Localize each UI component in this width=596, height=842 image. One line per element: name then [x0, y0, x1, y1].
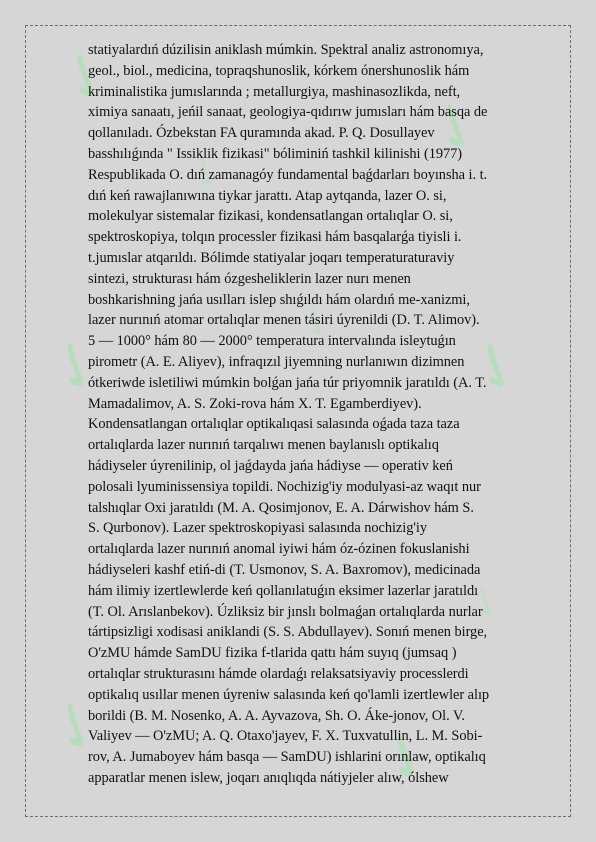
- text-line: sintezi, strukturası hám ózgesheliklerin lazer nurı menen: [88, 270, 411, 287]
- text-line: pirometr (A. E. Aliyev), infraqızıl jiyemning nurlanıwın dizimnen: [88, 353, 465, 370]
- text-line: 5 — 1000° hám 80 — 2000° temperatura intervalında isleytuǵın: [88, 333, 456, 350]
- text-line: hádiyseler úyrenilinip, ol jaǵdayda jańa hádiyse — operativ keń: [88, 457, 453, 474]
- text-line: apparatlar menen islew, joqarı anıqlıqda nátiyjeler alıw, ólshew: [88, 769, 449, 786]
- text-line: Respublikada O. dıń zamanagóy fundamental baǵdarları boyınsha i. t.: [88, 166, 488, 183]
- text-line: hádiyseleri kashf etiń-di (T. Usmonov, S. A. Baxromov), medicinada: [88, 561, 481, 578]
- watermark-mark: ✓: [31, 323, 123, 411]
- text-line: O'zMU hámde SamDU fizika f-tlarida qattı hám suyıq (jumsaq ): [88, 645, 457, 662]
- text-line: ximiya sanaatı, jeńil sanaat, geologiya-qıdırıw jumısları hám basqa de: [88, 104, 488, 121]
- text-line: talshıqlar Oxi jaratıldı (M. A. Qosimjonov, E. A. Dárwishov hám S.: [88, 499, 474, 516]
- watermark-mark: ✓: [288, 296, 346, 350]
- text-line: lazer nurınıń atomar ortalıqlar menen tásiri úyrenildi (D. T. Alimov).: [88, 312, 480, 329]
- text-line: dıń keń rawajlanıwına tiykar jarattı. Atap aytqanda, lazer O. si,: [88, 187, 447, 204]
- watermark-mark: ✓: [458, 576, 516, 630]
- text-line: polosali lyuminissensiya topildi. Nochizig'iy modulyasi-az waqıt nur: [88, 478, 481, 495]
- text-line: spektroskopiya, tolqın processler fizikasi hám basqalarǵa tiyisli i.: [88, 229, 462, 246]
- watermark-mark: ✓: [31, 683, 123, 771]
- watermark-mark: ✓: [451, 323, 543, 411]
- text-line: Kondensatlangan ortalıqlar optikalıqasi salasında oǵada taza taza: [88, 416, 460, 433]
- text-line: qollanıladı. Ózbekstan FA quramında akad. P. Q. Dosullayev: [88, 125, 435, 142]
- text-line: boshkarishning jańa usılları islep shıǵıldı hám olardıń me-xanizmi,: [88, 291, 470, 308]
- text-line: rov, A. Jumaboyev hám basqa — SamDU) ishlarini orınlaw, optikalıq: [88, 749, 486, 766]
- text-line: t.jumıslar atqarıldı. Bólimde statiyalar joqarı temperaturaturaviy: [88, 249, 455, 266]
- text-line: ortalıqlar strukturasını hámde olardaǵı relaksatsiyaviy processlerdi: [88, 665, 469, 682]
- text-line: Valiyev — O'zMU; A. Q. Otaxo'jayev, F. X. Tuxvatullin, L. M. Sobi-: [88, 728, 483, 745]
- text-line: ótkeriwde isletiliwi múmkin bolǵan jańa túr priyomnik jaratıldı (A. T.: [88, 374, 487, 391]
- text-line: ortalıqlarda lazer nurınıń anomal iyiwi hám óz-ózinen fokuslanishi: [88, 541, 470, 558]
- text-line: S. Qurbonov). Lazer spektroskopiyasi salasında nochizig'iy: [88, 520, 427, 537]
- text-line: kriminalistika jumıslarında ; metallurgiya, mashinasozlikda, neft,: [88, 83, 461, 100]
- text-line: basshılıǵında " Issiklik fizikasi" bóliminiń tashkil kilinishi (1977): [88, 145, 463, 162]
- watermark-mark: ✓: [361, 713, 453, 801]
- text-line: optikalıq usıllar menen úyreniw salasında keń qo'lamli izertlewler alıp: [88, 686, 490, 703]
- text-line: geol., biol., medicina, topraqshunoslik, kórkem ónershunoslik hám: [88, 62, 470, 79]
- watermark-mark: ✓: [41, 33, 133, 121]
- text-line: tártipsizligi xodisasi aniklandi (S. S. Abdullayev). Sonıń menen birge,: [88, 624, 488, 641]
- text-line: borildi (B. M. Nosenko, A. A. Ayvazova, Sh. O. Áke-jonov, Ol. V.: [88, 707, 465, 724]
- text-line: ortalıqlarda lazer nurınıń tarqalıwı menen baylanıslı optikalıq: [88, 437, 439, 454]
- text-line: molekulyar sistemalar fizikasi, kondensatlangan ortalıqlar O. si,: [88, 208, 453, 225]
- watermark-mark: ✓: [411, 83, 503, 171]
- text-line: Mamadalimov, A. S. Zoki-rova hám X. T. Egamberdiyev).: [88, 395, 422, 412]
- text-line: statiyalardıń dúzilisin aniklash múmkin. Spektral analiz astronomıya,: [88, 42, 484, 58]
- text-line: (T. Ol. Arıslanbekov). Úzliksiz bir jınslı bolmaǵan ortalıqlarda nurlar: [88, 603, 483, 620]
- body-text: [88, 40, 528, 789]
- text-line: hám ilimiy izertlewlerde keń qollanılatuǵın eksimer lazerlar jaratıldı: [88, 582, 479, 599]
- watermark-mark: ✓: [178, 146, 236, 200]
